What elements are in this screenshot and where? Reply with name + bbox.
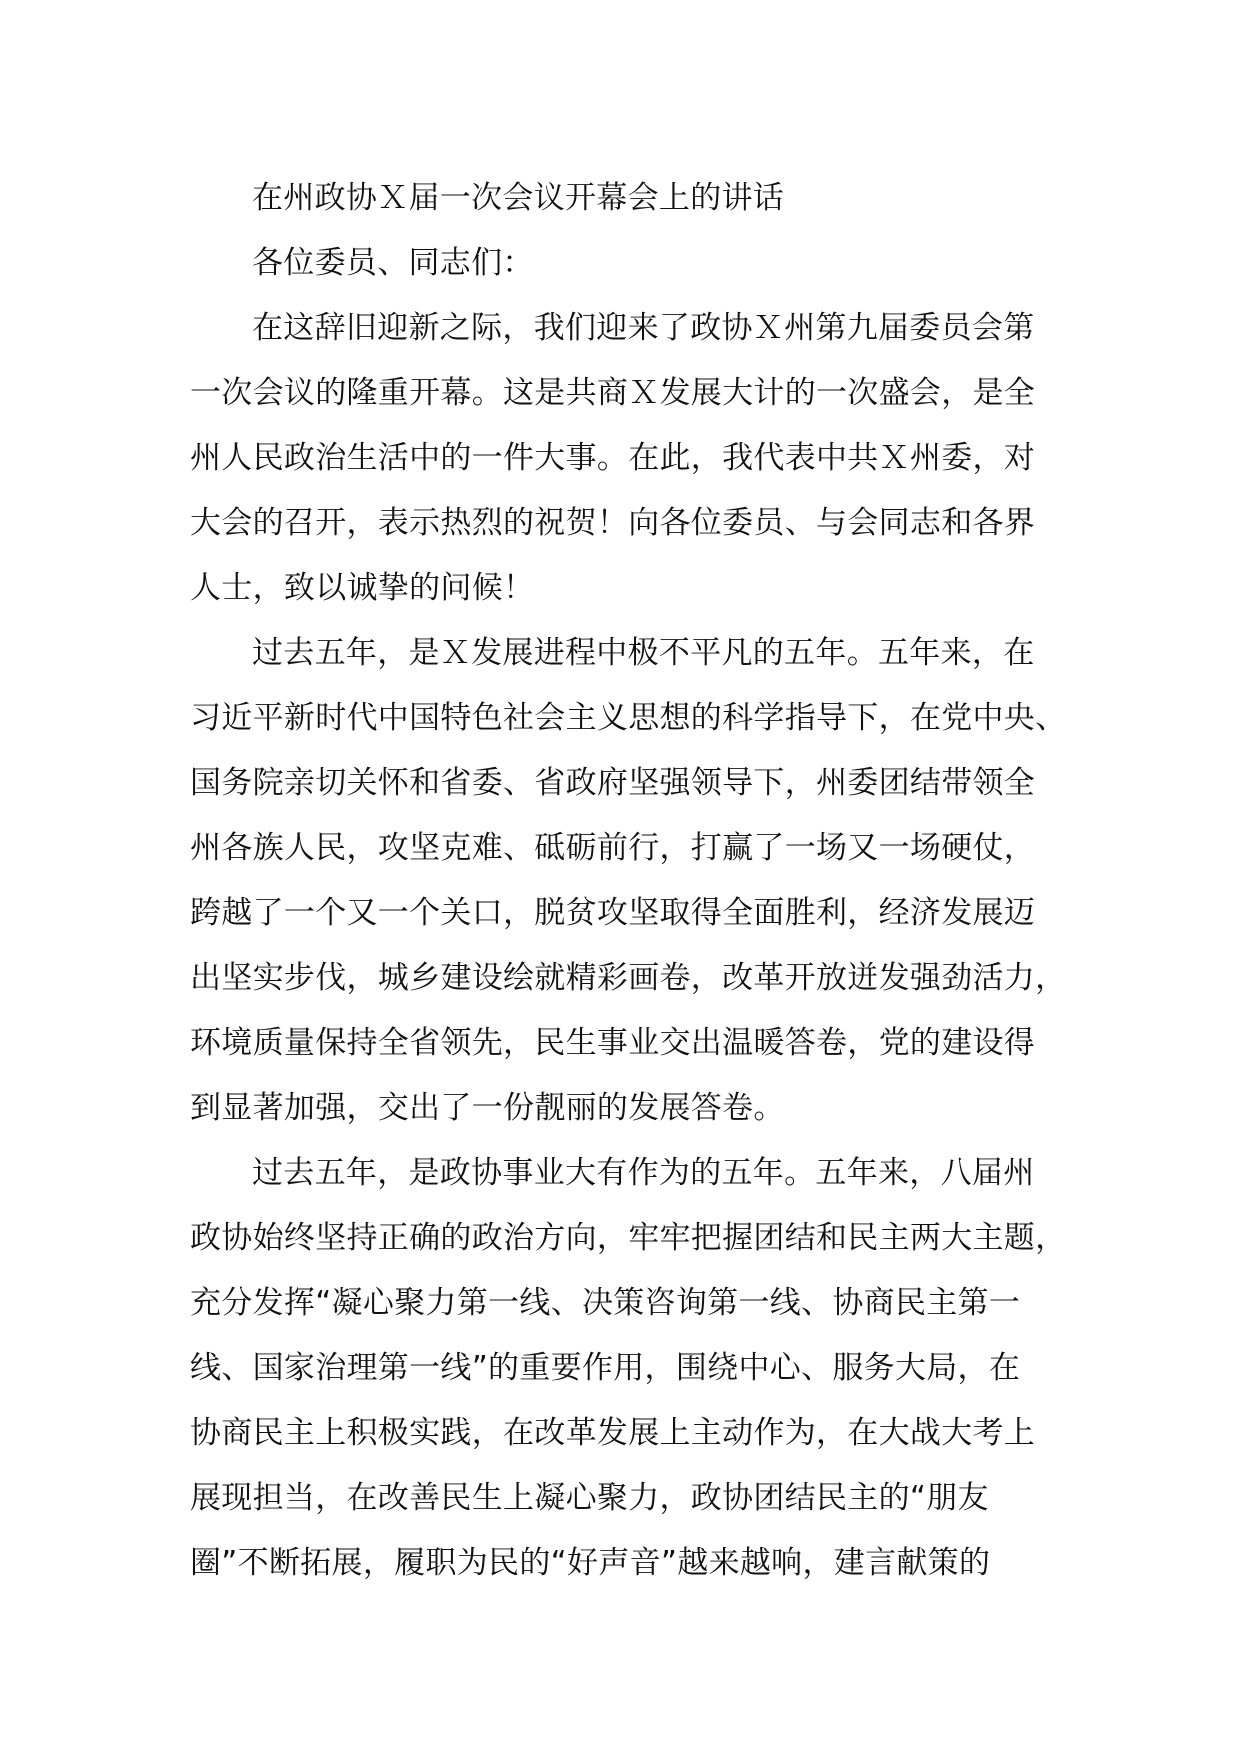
paragraph-line: 协商民主上积极实践，在改革发展上主动作为，在大战大考上	[190, 1415, 1036, 1451]
greeting: 各位委员、同志们：	[252, 245, 534, 281]
paragraph-line: 线、国家治理第一线”的重要作用，围绕中心、服务大局，在	[190, 1350, 1021, 1386]
paragraph-line: 州各族人民，攻坚克难、砥砺前行，打赢了一场又一场硬仗，	[190, 830, 1036, 866]
paragraph-line: 过去五年，是Ｘ发展进程中极不平凡的五年。五年来，在	[252, 635, 1035, 671]
paragraph-line: 环境质量保持全省领先，民生事业交出温暖答卷，党的建设得	[190, 1025, 1036, 1061]
paragraph-line: 在这辞旧迎新之际，我们迎来了政协Ｘ州第九届委员会第	[252, 310, 1035, 346]
paragraph-line: 政协始终坚持正确的政治方向，牢牢把握团结和民主两大主题，	[190, 1220, 1067, 1256]
paragraph-line: 到显著加强，交出了一份靓丽的发展答卷。	[190, 1090, 785, 1126]
paragraph-line: 充分发挥“凝心聚力第一线、决策咨询第一线、协商民主第一	[190, 1285, 1021, 1321]
paragraph-line: 国务院亲切关怀和省委、省政府坚强领导下，州委团结带领全	[190, 765, 1036, 801]
paragraph-1	[190, 296, 1070, 621]
paragraph-line: 展现担当，在改善民生上凝心聚力，政协团结民主的“朋友	[190, 1480, 989, 1516]
speech-text	[190, 166, 1070, 1596]
paragraph-3	[190, 1141, 1070, 1596]
speech-title: 在州政协Ｘ届一次会议开幕会上的讲话	[252, 180, 785, 216]
paragraph-line: 过去五年，是政协事业大有作为的五年。五年来，八届州	[252, 1155, 1035, 1191]
paragraph-line: 习近平新时代中国特色社会主义思想的科学指导下，在党中央、	[190, 700, 1067, 736]
paragraph-line: 一次会议的隆重开幕。这是共商Ｘ发展大计的一次盛会，是全	[190, 375, 1036, 411]
paragraph-line: 圈”不断拓展，履职为民的“好声音”越来越响，建言献策的	[190, 1545, 991, 1581]
paragraph-line: 大会的召开，表示热烈的祝贺！向各位委员、与会同志和各界	[190, 505, 1036, 541]
paragraph-line: 人士，致以诚挚的问候！	[190, 570, 535, 606]
paragraph-2	[190, 621, 1070, 1141]
paragraph-line: 州人民政治生活中的一件大事。在此，我代表中共Ｘ州委，对	[190, 440, 1036, 476]
paragraph-line: 跨越了一个又一个关口，脱贫攻坚取得全面胜利，经济发展迈	[190, 895, 1036, 931]
paragraph-line: 出坚实步伐，城乡建设绘就精彩画卷，改革开放迸发强劲活力，	[190, 960, 1067, 996]
